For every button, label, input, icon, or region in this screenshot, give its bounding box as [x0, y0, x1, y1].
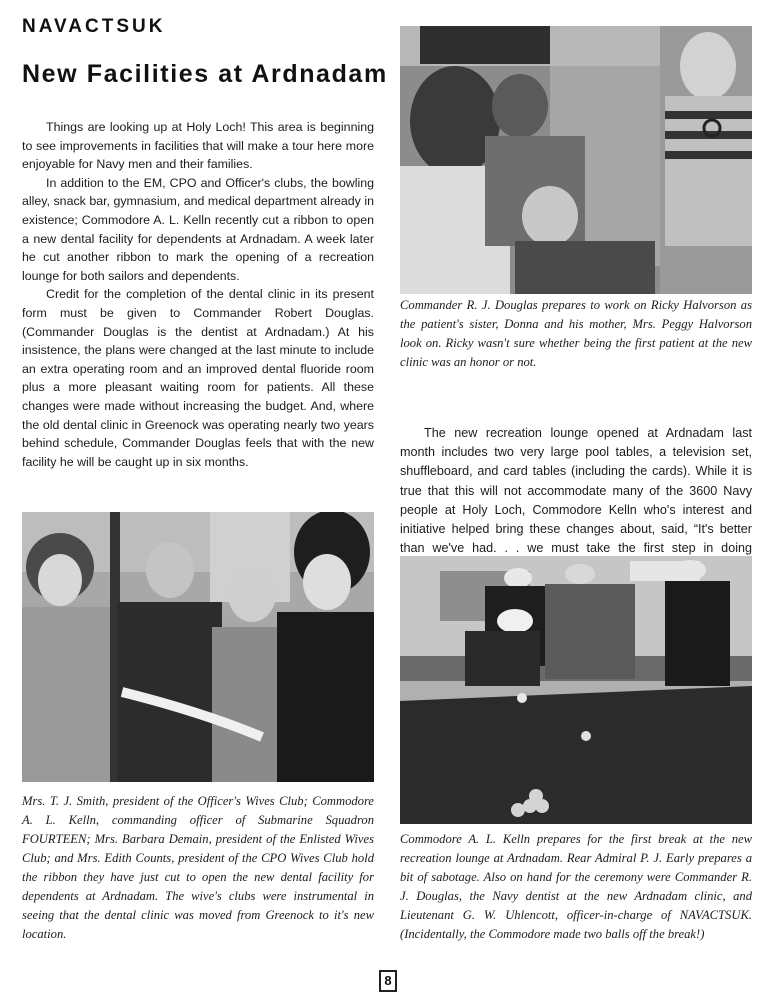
article-paragraph: Things are looking up at Holy Loch! This area is beginning to see improvements in facilities that will make a tour here more enjoyable for Navy men and their families. [22, 120, 374, 172]
article-paragraph: In addition to the EM, CPO and Officer's clubs, the bowling alley, snack bar, gymnasium, and medical department already in existence; Commodore A. L. Kelln recently cut a ribbon to open a new dental facility for dependents at Ardnadam. A week later he cut another ribbon to mark the opening of a recreation lounge for both sailors and dependents. [22, 175, 374, 283]
ribbon-photo-caption: Mrs. T. J. Smith, president of the Officer's Wives Club; Commodore A. L. Kelln, commanding officer of Submarine Squadron FOURTEEN; Mrs. Barbara Demain, president of the Enlisted Wives Club; and Mrs. Edith Counts, president of the CPO Wives Club hold the ribbon they have just cut to open the new dental facility for dependents at Ardnadam. The wive's clubs were instrumental in seeing that the dental clinic was moved from Greenock to it's new location. [22, 794, 374, 941]
ribbon-cutting-photo [22, 512, 374, 782]
article-paragraph: Credit for the completion of the dental clinic in its present form must be given to Commander Robert Douglas. (Commander Douglas is the dentist at Ardnadam.) At his insistence, the plans were changed at the last minute to include an extra operating room and an improved dental fluoride room plus a more pleasant waiting room for patients. All these changes were made without increasing the budget. And, where the old dental clinic in Greenock was operating nearly two years behind schedule, Commander Douglas feels that with the new facility he will be caught up in six months. [22, 287, 374, 469]
page-title: New Facilities at Ardnadam [22, 60, 388, 88]
page-number: 8 [379, 970, 397, 992]
left-article [22, 118, 374, 471]
right-article [400, 424, 752, 578]
dental-clinic-photo [400, 26, 752, 294]
pool-table-photo [400, 556, 752, 824]
article-paragraph: The new recreation lounge opened at Ardnadam last month includes two very large pool tables, a television set, shuffleboard, and card tables (including the cards). While it is true that this will not accommodate many of the 3600 Navy people at Holy Loch, Commodore Kelln who's interest and initiative helped bring these changes about, said, “It's better than we've had. . . we must take the first step in doing [400, 426, 752, 556]
dental-photo-caption: Commander R. J. Douglas prepares to work on Ricky Halvorson as the patient's sister, Donna and his mother, Mrs. Peggy Halvorson look on. Ricky wasn't sure whether being the first patient at the new clinic was an honor or not. [400, 298, 752, 369]
masthead: NAVACTSUK [22, 16, 166, 37]
pool-photo-caption: Commodore A. L. Kelln prepares for the first break at the new recreation lounge at Ardnadam. Rear Admiral P. J. Early prepares a bit of sabotage. Also on hand for the ceremony were Commander R. J. Douglas, the Navy dentist at the new Ardnadam clinic, and Lieutenant G. W. Uhlencott, officer-in-charge of NAVACTSUK. (Incidentally, the Commodore made two balls off the break!) [400, 832, 752, 941]
